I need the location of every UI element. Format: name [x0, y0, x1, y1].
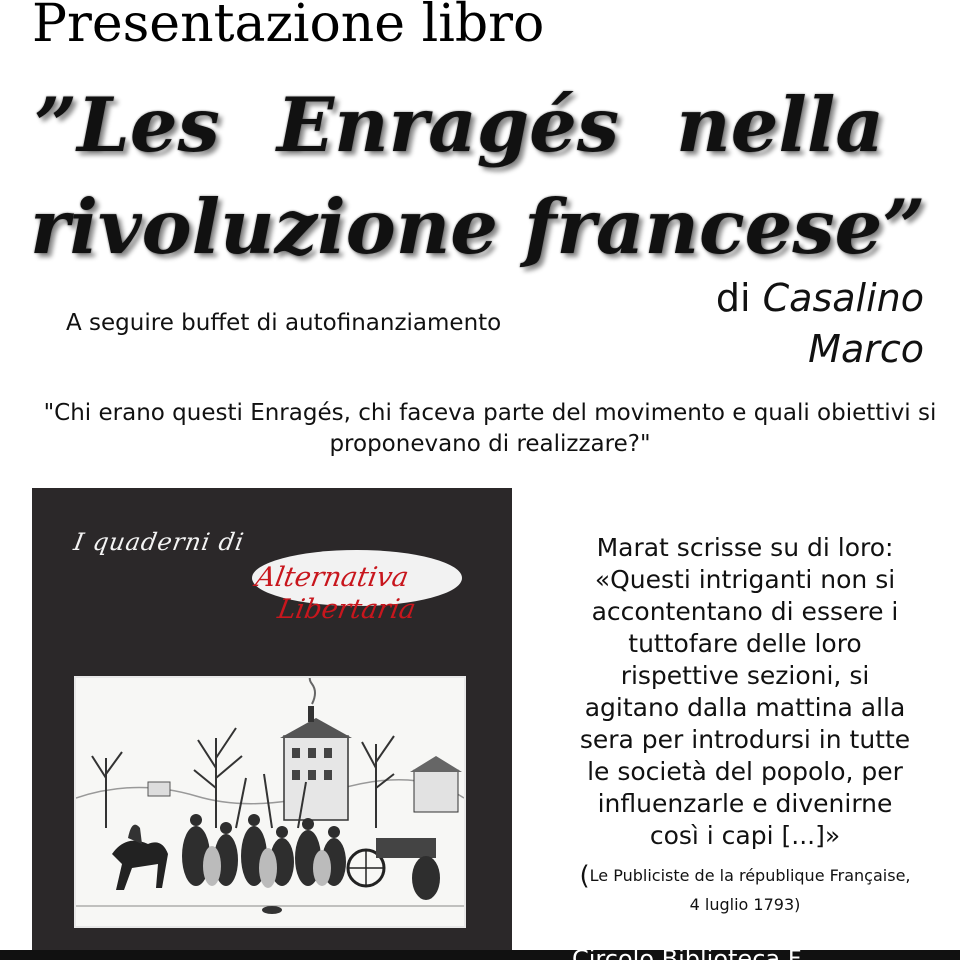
quote-line: tuttofare delle loro — [628, 629, 862, 658]
series-prefix: I quaderni di — [71, 528, 247, 556]
question-text: "Chi erano questi Enragés, chi faceva parte del movimento e quali obiettivi si proponevano di realizzare?" — [43, 400, 937, 458]
quote-line: le società del popolo, per — [587, 757, 903, 786]
author-prefix: di — [715, 276, 751, 320]
author-block — [716, 273, 924, 376]
quote-line: Marat scrisse su di loro: — [596, 533, 894, 562]
quote-line: così i capi [...]» — [649, 821, 841, 850]
book-title-word: Enragés — [276, 81, 620, 169]
quote-line: rispettive sezioni, si — [620, 661, 870, 690]
quote-source — [540, 858, 950, 917]
source-line-2: 4 luglio 1793) — [689, 895, 801, 915]
author-first-name: Casalino — [762, 276, 924, 320]
quote-line: «Questi intriganti non si — [594, 565, 896, 594]
source-line-1: Le Publiciste de la république Française, — [589, 866, 911, 885]
quote-line: agitano dalla mattina alla — [584, 693, 906, 722]
author-last-name: Marco — [808, 327, 924, 372]
buffet-note: A seguire buffet di autofinanziamento — [66, 310, 502, 336]
heading: Presentazione libro — [32, 0, 545, 54]
series-name-line-1: Alternativa — [253, 562, 411, 593]
series-name-line-2: Libertaria — [275, 594, 419, 625]
book-title-line-1 — [34, 81, 884, 169]
footer-strip — [0, 950, 960, 960]
footer-text: Circolo Biblioteca F — [572, 945, 802, 973]
quote-line: accontentano di essere i — [591, 597, 899, 626]
engraving-illustration — [76, 678, 464, 926]
source-paren: ( — [579, 861, 590, 891]
cover-engraving-image — [74, 676, 466, 928]
quote-line: influenzarle e divenirne — [597, 789, 893, 818]
quote-line: sera per introdursi in tutte — [579, 725, 911, 754]
book-title-word: ”Les — [34, 81, 220, 169]
book-title-word: nella — [676, 81, 884, 169]
book-title-line-2: rivoluzione francese” — [30, 183, 926, 271]
book-cover — [32, 488, 512, 960]
quote-block — [540, 532, 950, 852]
